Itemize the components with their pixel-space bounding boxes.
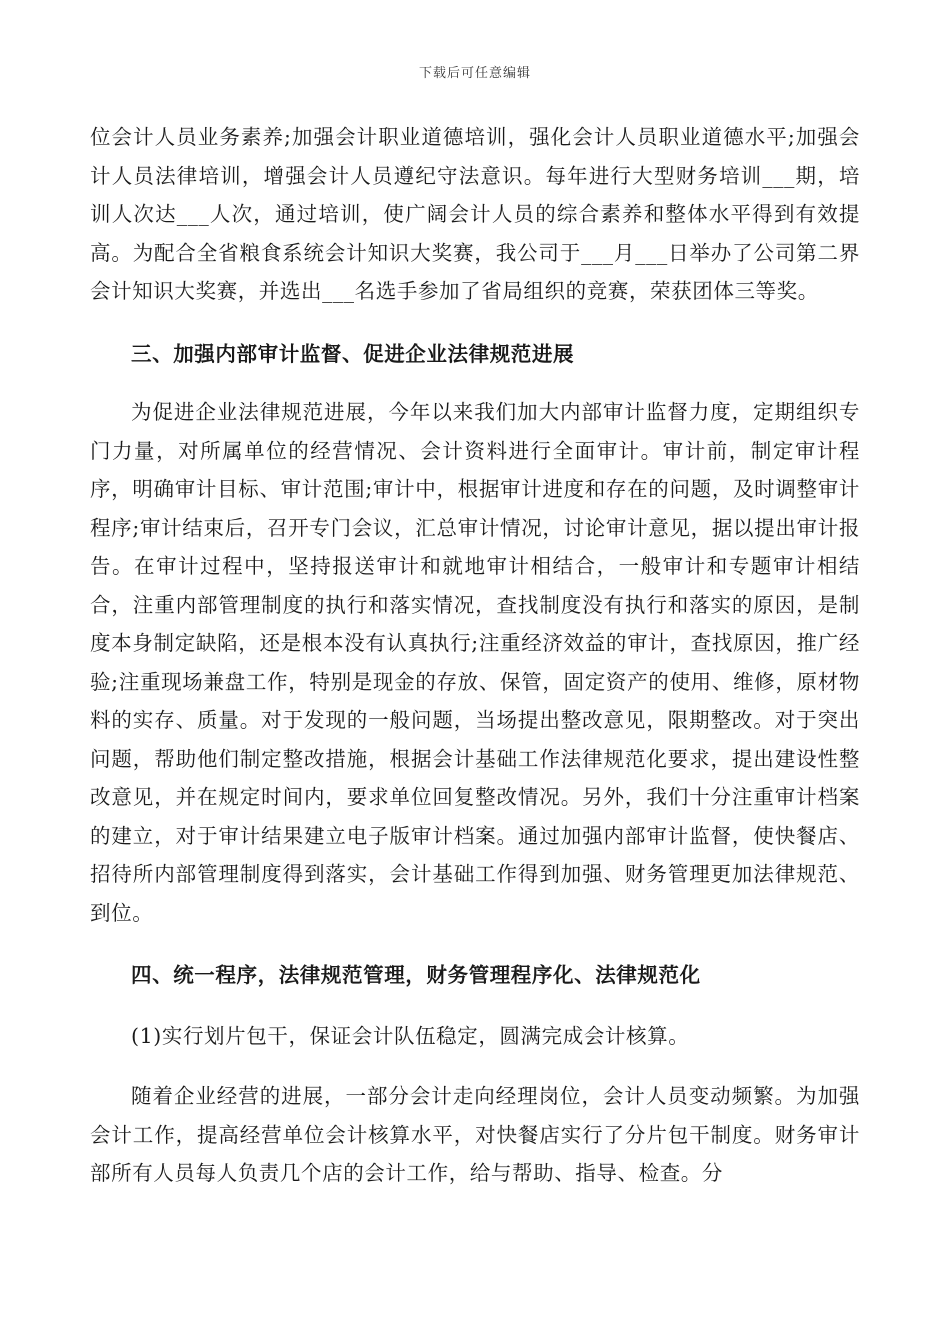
paragraph-contracting: 随着企业经营的进展，一部分会计走向经理岗位，会计人员变动频繁。为加强会计工作，提高经营单位会计核算水平，对快餐店实行了分片包干制度。财务审计部所有人员每人负责几个店的会计工作，给与帮助、指导、检查。分 <box>90 1084 860 1185</box>
spacer <box>90 1055 860 1077</box>
spacer <box>90 995 860 1017</box>
paragraph-audit: 为促进企业法律规范进展，今年以来我们加大内部审计监督力度，定期组织专门力量，对所属单位的经营情况、会计资料进行全面审计。审计前，制定审计程序，明确审计目标、审计范围;审计中，根据审计进度和存在的问题，及时调整审计程序;审计结束后，召开专门会议，汇总审计情况，讨论审计意见，据以提出审计报告。在审计过程中，坚持报送审计和就地审计相结合，一般审计和专题审计相结合，注重内部管理制度的执行和落实情况，查找制度没有执行和落实的原因，是制度本身制定缺陷，还是根本没有认真执行;注重经济效益的审计，查找原因，推广经验;注重现场兼盘工作，特别是现金的存放、保管，固定资产的使用、维修，原材物料的实存、质量。对于发现的一般问题，当场提出整改意见，限期整改。对于突出问题，帮助他们制定整改措施，根据会计基础工作法律规范化要求，提出建设性整改意见，并在规定时间内，要求单位回复整改情况。另外，我们十分注重审计档案的建立，对于审计结果建立电子版审计档案。通过加强内部审计监督，使快餐店、招待所内部管理制度得到落实，会计基础工作得到加强、财务管理更加法律规范、到位。 <box>90 400 860 925</box>
document-body <box>90 118 860 1193</box>
paragraph-training: 位会计人员业务素养;加强会计职业道德培训，强化会计人员职业道德水平;加强会计人员法律培训，增强会计人员遵纪守法意识。每年进行大型财务培训___期，培训人次达___人次，通过培训，使广阔会计人员的综合素养和整体水平得到有效提高。为配合全省粮食系统会计知识大奖赛，我公司于___月___日举办了公司第二界会计知识大奖赛，并选出___名选手参加了省局组织的竞赛，荣获团体三等奖。 <box>90 125 860 303</box>
paragraph-subitem-1: (1)实行划片包干，保证会计队伍稳定，圆满完成会计核算。 <box>131 1023 690 1048</box>
header-note: 下载后可任意编辑 <box>418 66 531 81</box>
spacer <box>90 373 860 393</box>
section-heading-audit: 三、加强内部审计监督、促进企业法律规范进展 <box>131 341 575 366</box>
spacer <box>90 932 860 956</box>
section-heading-procedure: 四、统一程序，法律规范管理，财务管理程序化、法律规范化 <box>131 963 701 987</box>
spacer <box>90 311 860 335</box>
